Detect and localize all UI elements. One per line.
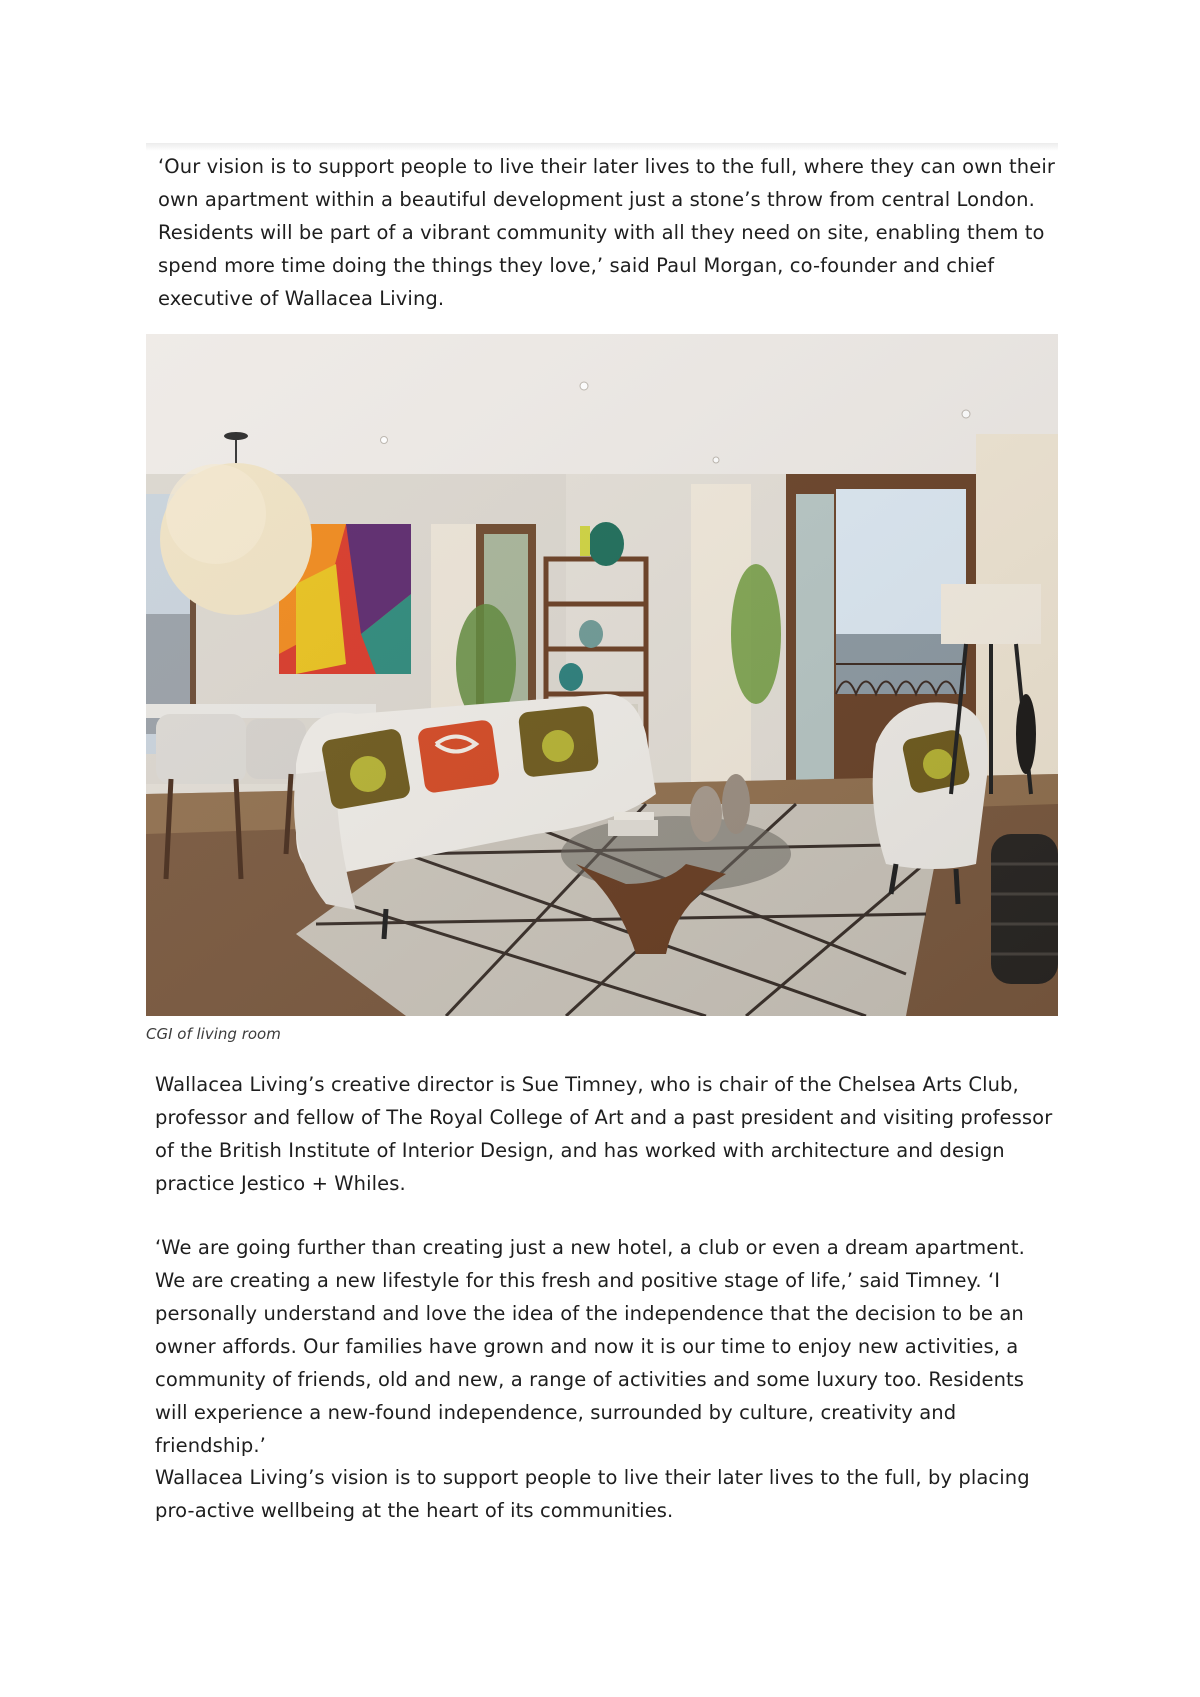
quote-paragraph-morgan: ‘Our vision is to support people to live their later lives to the full, where they can own their own apartment within a beautiful development just a stone’s throw from central London. Residents will be part of a vibrant community with all they need on site, enabling them to spend more time doing the things they love,’ said Paul Morgan, co-founder and chief executive of Wallacea Living.	[158, 155, 1055, 310]
quote-paragraph-timney: ‘We are going further than creating just a new hotel, a club or even a dream apartment. We are creating a new lifestyle for this fresh and positive stage of life,’ said Timney. ‘I personally understand and love the idea of the independence that the decision to be an owner affords. Our families have grown and now it is our time to enjoy new activities, a community of friends, old and new, a range of activities and some luxury too. Residents will experience a new-found independence, surrounded by culture, creativity and friendship.’	[155, 1236, 1025, 1457]
living-room-cgi-image	[146, 334, 1058, 1016]
paragraph-sue-timney: Wallacea Living’s creative director is Sue Timney, who is chair of the Chelsea Arts Club, professor and fellow of The Royal College of Art and a past president and visiting professor of the British Institute of Interior Design, and has worked with architecture and design practice Jestico + Whiles.	[155, 1073, 1053, 1195]
paragraph-vision: Wallacea Living’s vision is to support people to live their later lives to the full, by placing pro-active wellbeing at the heart of its communities.	[155, 1466, 1030, 1522]
image-caption: CGI of living room	[146, 1025, 281, 1043]
